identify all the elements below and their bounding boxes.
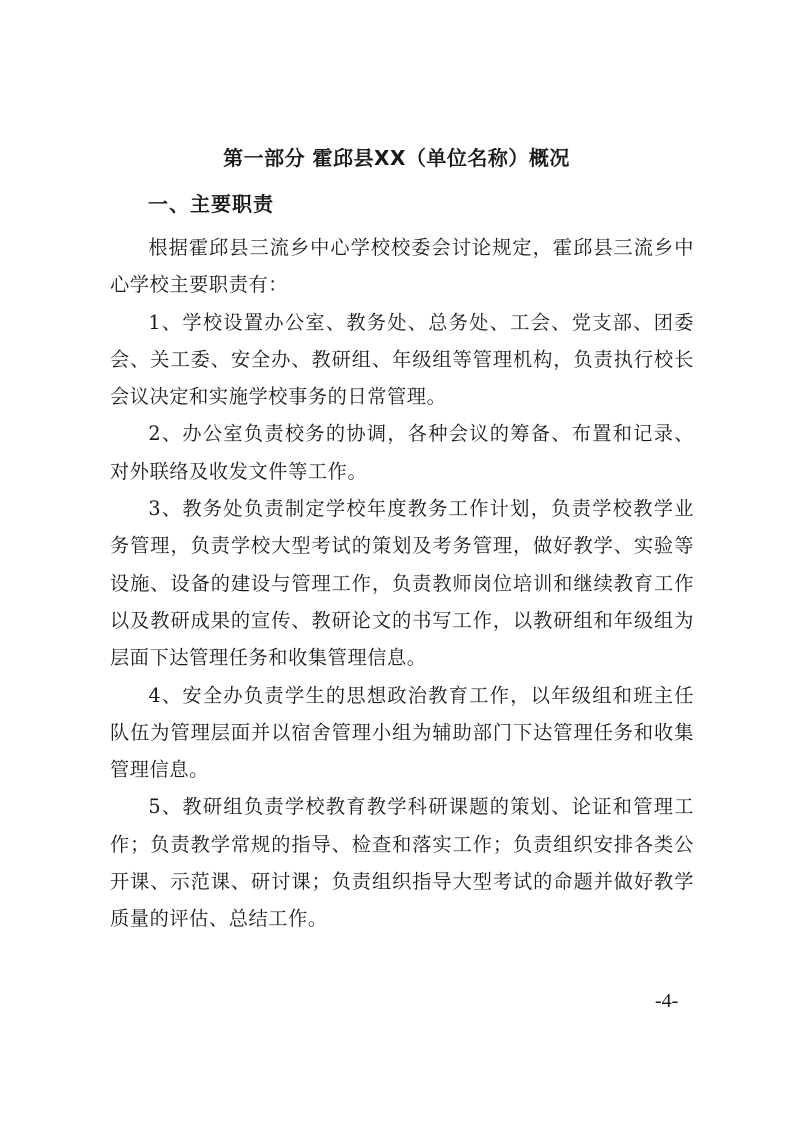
paragraph-intro: 根据霍邱县三流乡中心学校校委会讨论规定，霍邱县三流乡中心学校主要职责有： bbox=[110, 236, 694, 297]
document-body bbox=[110, 229, 694, 938]
paragraph-item-2: 2、办公室负责校务的协调，各种会议的筹备、布置和记录、对外联络及收发文件等工作。 bbox=[110, 422, 694, 483]
paragraph-item-3: 3、教务处负责制定学校年度教务工作计划，负责学校教学业务管理，负责学校大型考试的策划及考务管理，做好教学、实验等设施、设备的建设与管理工作，负责教师岗位培训和继续教育工作以及教研成果的宣传、教研论文的书写工作，以教研组和年级组为层面下达管理任务和收集管理信息。 bbox=[110, 497, 694, 670]
paragraph-item-5: 5、教研组负责学校教育教学科研课题的策划、论证和管理工作；负责教学常规的指导、检查和落实工作；负责组织安排各类公开课、示范课、研讨课；负责组织指导大型考试的命题并做好教学质量的评估、总结工作。 bbox=[110, 795, 694, 931]
page-number: -4- bbox=[655, 990, 679, 1012]
paragraph-item-1: 1、学校设置办公室、教务处、总务处、工会、党支部、团委会、关工委、安全办、教研组、年级组等管理机构，负责执行校长会议决定和实施学校事务的日常管理。 bbox=[110, 310, 694, 409]
section-heading: 一、主要职责 bbox=[148, 192, 274, 216]
document-title: 第一部分 霍邱县XX（单位名称）概况 bbox=[223, 146, 570, 170]
paragraph-item-4: 4、安全办负责学生的思想政治教育工作，以年级组和班主任队伍为管理层面并以宿舍管理小组为辅助部门下达管理任务和收集管理信息。 bbox=[110, 683, 694, 782]
